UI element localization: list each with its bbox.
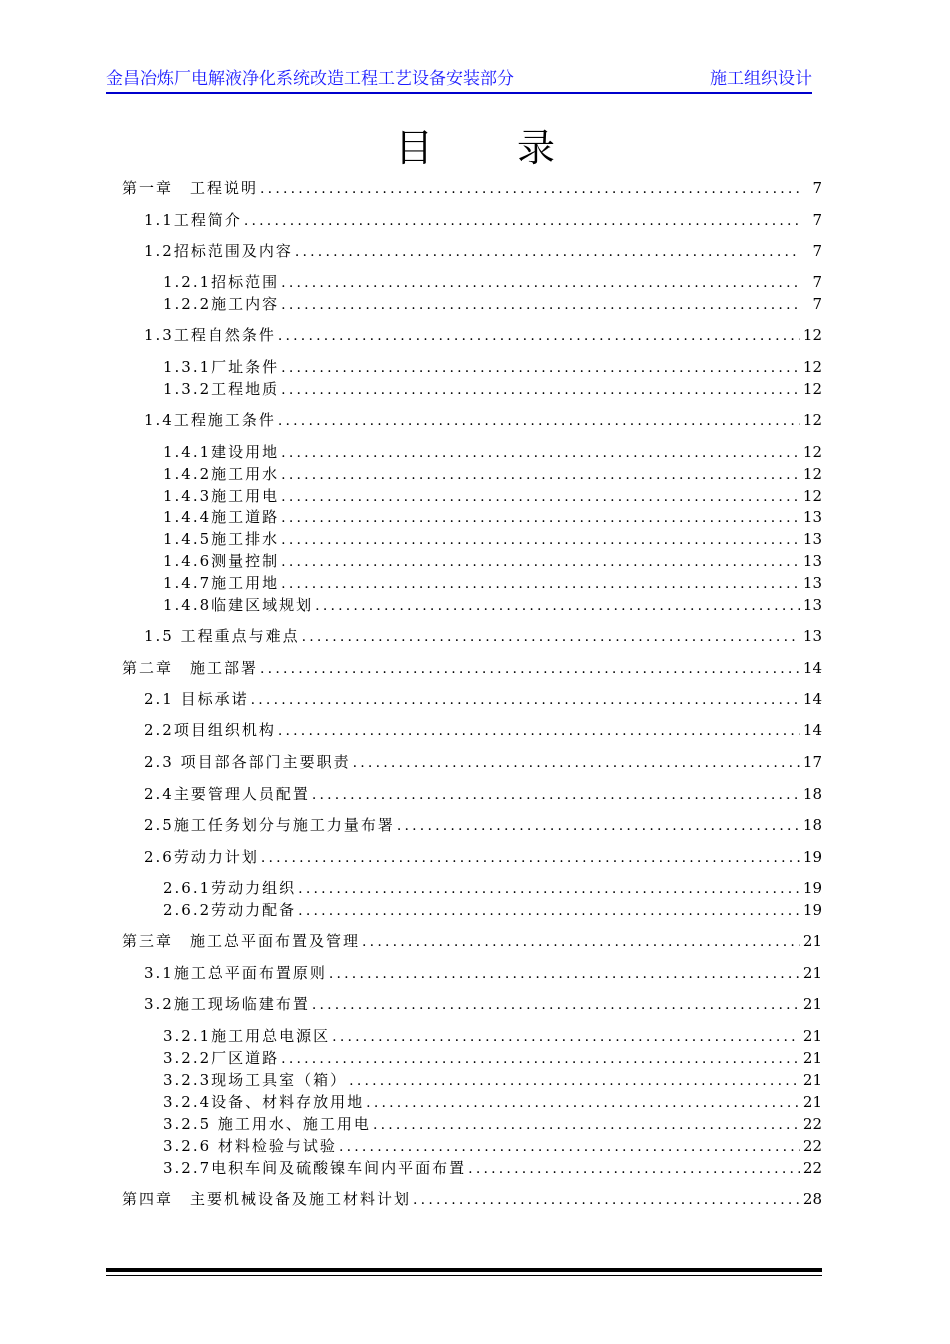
toc-entry[interactable] bbox=[163, 551, 822, 571]
toc-entry[interactable] bbox=[144, 626, 822, 646]
toc-leader-dots bbox=[281, 487, 800, 507]
toc-leader-dots bbox=[298, 879, 800, 899]
toc-entry-page: 18 bbox=[802, 785, 822, 803]
toc-leader-dots bbox=[339, 1137, 800, 1157]
toc-entry-label: 3.2.7电积车间及硫酸镍车间内平面布置 bbox=[163, 1159, 467, 1177]
toc-entry[interactable] bbox=[163, 507, 822, 527]
toc-leader-dots bbox=[362, 932, 800, 952]
toc-leader-dots bbox=[281, 273, 800, 293]
toc-entry-page: 18 bbox=[802, 816, 822, 834]
toc-entry[interactable] bbox=[163, 294, 822, 314]
toc-entry-page: 12 bbox=[802, 443, 822, 461]
toc-entry-page: 12 bbox=[802, 487, 822, 505]
toc-entry[interactable] bbox=[163, 1114, 822, 1134]
toc-entry-label: 1.3.1厂址条件 bbox=[163, 358, 280, 376]
toc-leader-dots bbox=[349, 1071, 800, 1091]
toc-entry-label: 2.6.1劳动力组织 bbox=[163, 879, 297, 897]
toc-leader-dots bbox=[260, 659, 800, 679]
toc-leader-dots bbox=[366, 1093, 800, 1113]
toc-entry[interactable] bbox=[163, 486, 822, 506]
toc-entry[interactable] bbox=[163, 878, 822, 898]
toc-leader-dots bbox=[397, 816, 800, 836]
toc-entry-page: 13 bbox=[802, 574, 822, 592]
toc-leader-dots bbox=[281, 1049, 800, 1069]
toc-entry[interactable] bbox=[163, 1092, 822, 1112]
toc-entry-label: 第四章 主要机械设备及施工材料计划 bbox=[122, 1190, 412, 1208]
toc-leader-dots bbox=[261, 848, 800, 868]
toc-entry-label: 1.4.8临建区域规划 bbox=[163, 596, 314, 614]
toc-leader-dots bbox=[315, 596, 800, 616]
toc-leader-dots bbox=[281, 552, 800, 572]
toc-entry[interactable] bbox=[144, 410, 822, 430]
toc-leader-dots bbox=[468, 1159, 800, 1179]
toc-entry-label: 1.1工程简介 bbox=[144, 211, 242, 229]
toc-entry[interactable] bbox=[163, 1158, 822, 1178]
toc-entry[interactable] bbox=[144, 963, 822, 983]
toc-entry-label: 2.6劳动力计划 bbox=[144, 848, 259, 866]
toc-entry-page: 21 bbox=[802, 1071, 822, 1089]
toc-entry-label: 3.2.2厂区道路 bbox=[163, 1049, 280, 1067]
toc-entry-page: 14 bbox=[802, 721, 822, 739]
toc-entry[interactable] bbox=[144, 994, 822, 1014]
toc-entry[interactable] bbox=[144, 720, 822, 740]
toc-entry[interactable] bbox=[163, 900, 822, 920]
toc-entry-page: 21 bbox=[802, 1093, 822, 1111]
toc-leader-dots bbox=[295, 242, 800, 262]
toc-entry-label: 3.2.1施工用总电源区 bbox=[163, 1027, 331, 1045]
toc-entry-label: 3.2.5 施工用水、施工用电 bbox=[163, 1115, 371, 1133]
toc-leader-dots bbox=[312, 785, 800, 805]
toc-leader-dots bbox=[312, 995, 800, 1015]
toc-entry[interactable] bbox=[163, 1026, 822, 1046]
toc-entry[interactable] bbox=[163, 595, 822, 615]
toc-leader-dots bbox=[298, 901, 800, 921]
toc-entry-label: 1.4.6测量控制 bbox=[163, 552, 280, 570]
toc-entry-page: 21 bbox=[802, 964, 822, 982]
toc-entry-page: 14 bbox=[802, 690, 822, 708]
toc-entry[interactable] bbox=[122, 178, 822, 198]
toc-leader-dots bbox=[413, 1190, 800, 1210]
toc-entry-page: 7 bbox=[812, 242, 822, 260]
toc-entry-page: 21 bbox=[802, 932, 822, 950]
toc-leader-dots bbox=[373, 1115, 800, 1135]
toc-entry[interactable] bbox=[144, 847, 822, 867]
toc-title: 目 录 bbox=[394, 126, 592, 170]
toc-entry-label: 3.2.6 材料检验与试验 bbox=[163, 1137, 337, 1155]
toc-leader-dots bbox=[251, 690, 800, 710]
toc-entry-page: 7 bbox=[812, 179, 822, 197]
toc-leader-dots bbox=[281, 530, 800, 550]
toc-leader-dots bbox=[244, 211, 800, 231]
toc-entry-label: 1.4.4施工道路 bbox=[163, 508, 280, 526]
toc-entry-label: 第三章 施工总平面布置及管理 bbox=[122, 932, 361, 950]
toc-entry-label: 2.3 项目部各部门主要职责 bbox=[144, 753, 351, 771]
toc-entry[interactable] bbox=[163, 1136, 822, 1156]
toc-entry[interactable] bbox=[163, 379, 822, 399]
toc-entry-page: 13 bbox=[802, 596, 822, 614]
toc-entry-label: 1.2.1招标范围 bbox=[163, 273, 280, 291]
toc-entry-label: 第一章 工程说明 bbox=[122, 179, 259, 197]
toc-entry[interactable] bbox=[163, 529, 822, 549]
toc-entry[interactable] bbox=[144, 752, 822, 772]
toc-leader-dots bbox=[281, 295, 800, 315]
toc-entry-page: 17 bbox=[802, 753, 822, 771]
toc-entry-page: 13 bbox=[802, 552, 822, 570]
toc-entry[interactable] bbox=[163, 573, 822, 593]
toc-entry-label: 1.4.1建设用地 bbox=[163, 443, 280, 461]
toc-leader-dots bbox=[329, 964, 800, 984]
toc-leader-dots bbox=[302, 627, 800, 647]
toc-entry[interactable] bbox=[144, 241, 822, 261]
toc-entry-page: 13 bbox=[802, 627, 822, 645]
toc-entry-label: 3.2.4设备、材料存放用地 bbox=[163, 1093, 365, 1111]
toc-entry-page: 22 bbox=[802, 1137, 822, 1155]
toc-entry[interactable] bbox=[144, 325, 822, 345]
toc-entry-page: 13 bbox=[802, 530, 822, 548]
toc-entry-page: 19 bbox=[802, 879, 822, 897]
toc-entry[interactable] bbox=[144, 210, 822, 230]
toc-entry-label: 第二章 施工部署 bbox=[122, 659, 259, 677]
toc-leader-dots bbox=[332, 1027, 800, 1047]
toc-leader-dots bbox=[281, 380, 800, 400]
footer-rule-thin bbox=[106, 1275, 822, 1276]
toc-entry-label: 1.4.7施工用地 bbox=[163, 574, 280, 592]
toc-entry-label: 2.1 目标承诺 bbox=[144, 690, 249, 708]
toc-entry-page: 28 bbox=[802, 1190, 822, 1208]
toc-leader-dots bbox=[281, 443, 800, 463]
toc-entry-label: 2.5施工任务划分与施工力量布署 bbox=[144, 816, 395, 834]
toc-entry[interactable] bbox=[122, 1189, 822, 1209]
toc-entry-page: 12 bbox=[802, 358, 822, 376]
toc-entry[interactable] bbox=[163, 464, 822, 484]
toc-entry[interactable] bbox=[144, 815, 822, 835]
toc-entry-label: 3.1施工总平面布置原则 bbox=[144, 964, 327, 982]
toc-entry-label: 3.2施工现场临建布置 bbox=[144, 995, 310, 1013]
toc-entry-label: 1.3.2工程地质 bbox=[163, 380, 280, 398]
toc-entry-page: 12 bbox=[802, 380, 822, 398]
toc-leader-dots bbox=[278, 411, 800, 431]
toc-entry-page: 22 bbox=[802, 1115, 822, 1133]
toc-entry-label: 1.4.2施工用水 bbox=[163, 465, 280, 483]
toc-entry-page: 19 bbox=[802, 848, 822, 866]
toc-entry[interactable] bbox=[144, 689, 822, 709]
header-document-name: 金昌冶炼厂电解液净化系统改造工程工艺设备安装部分 bbox=[106, 69, 514, 89]
toc-entry-label: 1.4工程施工条件 bbox=[144, 411, 276, 429]
toc-entry-label: 2.4主要管理人员配置 bbox=[144, 785, 310, 803]
toc-leader-dots bbox=[260, 179, 800, 199]
toc-leader-dots bbox=[278, 326, 800, 346]
footer-rule-thick bbox=[106, 1268, 822, 1272]
toc-entry-label: 1.4.5施工排水 bbox=[163, 530, 280, 548]
toc-entry-page: 12 bbox=[802, 411, 822, 429]
toc-entry-page: 13 bbox=[802, 508, 822, 526]
toc-entry-page: 19 bbox=[802, 901, 822, 919]
toc-entry-page: 21 bbox=[802, 995, 822, 1013]
toc-entry-page: 12 bbox=[802, 465, 822, 483]
toc-entry[interactable] bbox=[122, 658, 822, 678]
header-section-name: 施工组织设计 bbox=[710, 69, 812, 89]
toc-leader-dots bbox=[281, 508, 800, 528]
toc-entry[interactable] bbox=[144, 784, 822, 804]
toc-entry-page: 22 bbox=[802, 1159, 822, 1177]
toc-entry-page: 7 bbox=[812, 273, 822, 291]
toc-entry-label: 1.2.2施工内容 bbox=[163, 295, 280, 313]
toc-entry-label: 2.6.2劳动力配备 bbox=[163, 901, 297, 919]
toc-leader-dots bbox=[278, 721, 800, 741]
toc-entry-label: 3.2.3现场工具室（箱） bbox=[163, 1071, 348, 1089]
toc-leader-dots bbox=[281, 358, 800, 378]
toc-entry-label: 1.3工程自然条件 bbox=[144, 326, 276, 344]
toc-entry-page: 14 bbox=[802, 659, 822, 677]
toc-entry-page: 7 bbox=[812, 211, 822, 229]
toc-entry[interactable] bbox=[163, 1070, 822, 1090]
toc-leader-dots bbox=[353, 753, 800, 773]
toc-entry-page: 7 bbox=[812, 295, 822, 313]
toc-entry-label: 1.4.3施工用电 bbox=[163, 487, 280, 505]
toc-entry-label: 1.2招标范围及内容 bbox=[144, 242, 293, 260]
toc-entry[interactable] bbox=[122, 931, 822, 951]
toc-entry-label: 2.2项目组织机构 bbox=[144, 721, 276, 739]
toc-leader-dots bbox=[281, 574, 800, 594]
toc-entry[interactable] bbox=[163, 357, 822, 377]
toc-leader-dots bbox=[281, 465, 800, 485]
toc-entry[interactable] bbox=[163, 442, 822, 462]
toc-entry[interactable] bbox=[163, 1048, 822, 1068]
toc-entry-label: 1.5 工程重点与难点 bbox=[144, 627, 300, 645]
toc-entry-page: 12 bbox=[802, 326, 822, 344]
toc-entry-page: 21 bbox=[802, 1027, 822, 1045]
toc-entry[interactable] bbox=[163, 272, 822, 292]
toc-entry-page: 21 bbox=[802, 1049, 822, 1067]
